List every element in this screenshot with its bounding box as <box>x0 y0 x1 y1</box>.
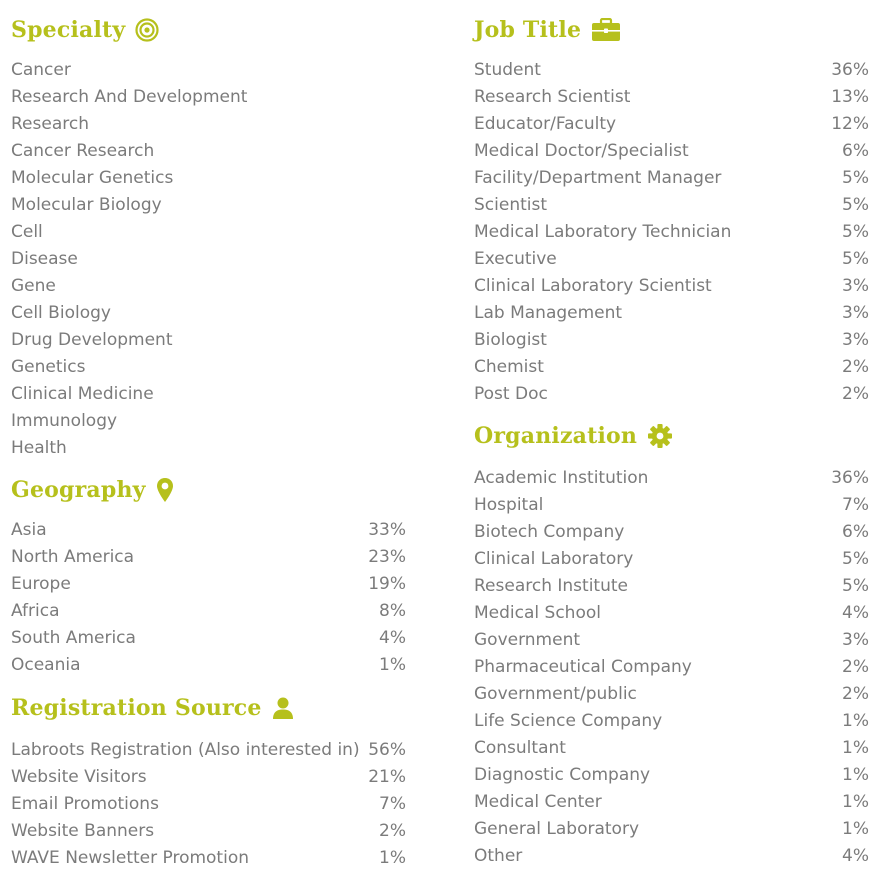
list-item-label: Europe <box>11 573 71 594</box>
list-item-label: Educator/Faculty <box>474 113 617 134</box>
list-item-label: Medical School <box>474 602 601 623</box>
list-item-percentage: 36% <box>831 59 869 80</box>
list-item <box>474 653 869 680</box>
list-item-percentage: 7% <box>379 793 406 814</box>
list-item-label: Biologist <box>474 329 547 350</box>
list-item-percentage: 6% <box>842 521 869 542</box>
list-item <box>11 516 406 543</box>
organization-title <box>474 418 869 454</box>
list-item-label: Pharmaceutical Company <box>474 656 692 677</box>
list-item-percentage: 4% <box>842 845 869 866</box>
list-item <box>474 164 869 191</box>
list-item-percentage: 21% <box>368 766 406 787</box>
list-item-percentage: 2% <box>842 383 869 404</box>
list-item-label: Clinical Laboratory <box>474 548 634 569</box>
list-item-label: Clinical Laboratory Scientist <box>474 275 712 296</box>
list-item-label: Government/public <box>474 683 637 704</box>
list-item <box>11 191 406 218</box>
list-item <box>11 164 406 191</box>
list-item-label: North America <box>11 546 135 567</box>
list-item <box>474 464 869 491</box>
list-item <box>11 434 406 461</box>
list-item-label: Academic Institution <box>474 467 649 488</box>
list-item <box>474 680 869 707</box>
list-item-label: Scientist <box>474 194 548 215</box>
list-item <box>11 137 406 164</box>
registration-section <box>11 690 406 871</box>
specialty-title-text: Specialty <box>11 17 126 43</box>
list-item <box>474 626 869 653</box>
job-title-section <box>474 12 869 407</box>
list-item-label: Chemist <box>474 356 544 377</box>
list-item <box>474 788 869 815</box>
list-item <box>474 299 869 326</box>
list-item-percentage: 3% <box>842 275 869 296</box>
list-item <box>474 56 869 83</box>
list-item-label: Cancer <box>11 59 71 80</box>
list-item-percentage: 1% <box>842 791 869 812</box>
list-item-label: Website Banners <box>11 820 155 841</box>
list-item-percentage: 56% <box>368 739 406 760</box>
list-item-percentage: 1% <box>379 654 406 675</box>
specialty-list <box>11 56 406 461</box>
list-item-label: Life Science Company <box>474 710 663 731</box>
list-item-percentage: 8% <box>379 600 406 621</box>
list-item-percentage: 5% <box>842 221 869 242</box>
list-item <box>11 543 406 570</box>
list-item <box>474 707 869 734</box>
list-item <box>11 651 406 678</box>
list-item <box>11 326 406 353</box>
list-item-label: Medical Laboratory Technician <box>474 221 732 242</box>
list-item <box>11 218 406 245</box>
registration-list <box>11 736 406 871</box>
geography-title-text: Geography <box>11 477 146 503</box>
list-item-label: Molecular Genetics <box>11 167 174 188</box>
list-item-percentage: 1% <box>842 764 869 785</box>
list-item <box>474 326 869 353</box>
list-item-label: Government <box>474 629 581 650</box>
list-item <box>474 191 869 218</box>
list-item-percentage: 2% <box>842 656 869 677</box>
list-item-percentage: 13% <box>831 86 869 107</box>
job-title-title <box>474 12 869 48</box>
list-item <box>474 353 869 380</box>
list-item-label: Consultant <box>474 737 566 758</box>
list-item <box>11 299 406 326</box>
list-item-label: Health <box>11 437 67 458</box>
list-item <box>474 83 869 110</box>
list-item-label: Cell Biology <box>11 302 111 323</box>
list-item-percentage: 7% <box>842 494 869 515</box>
list-item-label: Biotech Company <box>474 521 625 542</box>
list-item-percentage: 4% <box>842 602 869 623</box>
list-item <box>11 245 406 272</box>
list-item-label: Genetics <box>11 356 86 377</box>
list-item <box>11 83 406 110</box>
list-item <box>11 407 406 434</box>
list-item <box>474 572 869 599</box>
list-item-label: Clinical Medicine <box>11 383 154 404</box>
list-item <box>11 56 406 83</box>
list-item-label: General Laboratory <box>474 818 640 839</box>
list-item <box>11 353 406 380</box>
organization-list <box>474 464 869 869</box>
list-item-label: Website Visitors <box>11 766 147 787</box>
list-item <box>474 137 869 164</box>
list-item-label: Medical Center <box>474 791 602 812</box>
list-item <box>11 736 406 763</box>
list-item-label: Disease <box>11 248 78 269</box>
list-item-label: Diagnostic Company <box>474 764 651 785</box>
list-item-label: Medical Doctor/Specialist <box>474 140 689 161</box>
organization-title-text: Organization <box>474 423 638 449</box>
list-item-percentage: 19% <box>368 573 406 594</box>
list-item-percentage: 1% <box>379 847 406 868</box>
list-item-percentage: 5% <box>842 248 869 269</box>
list-item-label: Asia <box>11 519 47 540</box>
list-item <box>474 380 869 407</box>
list-item <box>11 817 406 844</box>
gear-icon <box>647 423 673 449</box>
list-item-percentage: 3% <box>842 629 869 650</box>
organization-section <box>474 418 869 869</box>
list-item <box>11 624 406 651</box>
list-item-label: Research And Development <box>11 86 248 107</box>
briefcase-icon <box>591 18 621 42</box>
list-item-label: Oceania <box>11 654 81 675</box>
list-item-percentage: 5% <box>842 194 869 215</box>
list-item-label: Molecular Biology <box>11 194 162 215</box>
list-item-percentage: 36% <box>831 467 869 488</box>
list-item <box>474 815 869 842</box>
list-item <box>11 272 406 299</box>
list-item-percentage: 1% <box>842 737 869 758</box>
list-item <box>474 245 869 272</box>
registration-title <box>11 690 406 726</box>
list-item-label: Student <box>474 59 541 80</box>
list-item-label: Lab Management <box>474 302 623 323</box>
list-item <box>474 272 869 299</box>
list-item-label: Research <box>11 113 89 134</box>
list-item <box>474 518 869 545</box>
list-item-percentage: 5% <box>842 548 869 569</box>
list-item-label: Facility/Department Manager <box>474 167 722 188</box>
list-item-percentage: 2% <box>842 356 869 377</box>
list-item <box>474 761 869 788</box>
list-item-percentage: 12% <box>831 113 869 134</box>
user-icon <box>272 696 294 720</box>
list-item-percentage: 23% <box>368 546 406 567</box>
list-item <box>11 570 406 597</box>
list-item-label: Post Doc <box>474 383 548 404</box>
list-item-percentage: 3% <box>842 329 869 350</box>
list-item-label: Immunology <box>11 410 118 431</box>
list-item <box>11 110 406 137</box>
target-icon <box>135 18 159 42</box>
list-item-percentage: 2% <box>379 820 406 841</box>
list-item-label: Cell <box>11 221 43 242</box>
list-item-label: Labroots Registration (Also interested in) <box>11 739 360 760</box>
registration-title-text: Registration Source <box>11 695 262 721</box>
list-item <box>11 790 406 817</box>
list-item-percentage: 33% <box>368 519 406 540</box>
list-item-label: Hospital <box>474 494 544 515</box>
list-item-label: Research Institute <box>474 575 628 596</box>
list-item-label: Drug Development <box>11 329 173 350</box>
job-title-list <box>474 56 869 407</box>
list-item-label: Africa <box>11 600 60 621</box>
geography-section <box>11 472 406 678</box>
list-item-percentage: 2% <box>842 683 869 704</box>
list-item-label: South America <box>11 627 136 648</box>
list-item-percentage: 5% <box>842 575 869 596</box>
list-item <box>474 491 869 518</box>
geography-list <box>11 516 406 678</box>
list-item-label: Email Promotions <box>11 793 159 814</box>
list-item-percentage: 1% <box>842 818 869 839</box>
list-item-label: Executive <box>474 248 557 269</box>
list-item <box>474 545 869 572</box>
list-item-percentage: 4% <box>379 627 406 648</box>
list-item-label: Other <box>474 845 523 866</box>
list-item-percentage: 5% <box>842 167 869 188</box>
list-item-label: Research Scientist <box>474 86 631 107</box>
list-item-percentage: 3% <box>842 302 869 323</box>
geography-title <box>11 472 406 508</box>
list-item-percentage: 1% <box>842 710 869 731</box>
list-item-label: Cancer Research <box>11 140 155 161</box>
list-item <box>474 599 869 626</box>
list-item-label: WAVE Newsletter Promotion <box>11 847 249 868</box>
list-item <box>474 218 869 245</box>
list-item <box>11 763 406 790</box>
list-item <box>474 734 869 761</box>
specialty-title <box>11 12 406 48</box>
list-item <box>11 597 406 624</box>
job-title-title-text: Job Title <box>474 17 582 43</box>
list-item-percentage: 6% <box>842 140 869 161</box>
list-item <box>11 380 406 407</box>
map-pin-icon <box>156 477 174 503</box>
specialty-section <box>11 12 406 461</box>
list-item <box>474 842 869 869</box>
list-item <box>11 844 406 871</box>
list-item-label: Gene <box>11 275 56 296</box>
list-item <box>474 110 869 137</box>
